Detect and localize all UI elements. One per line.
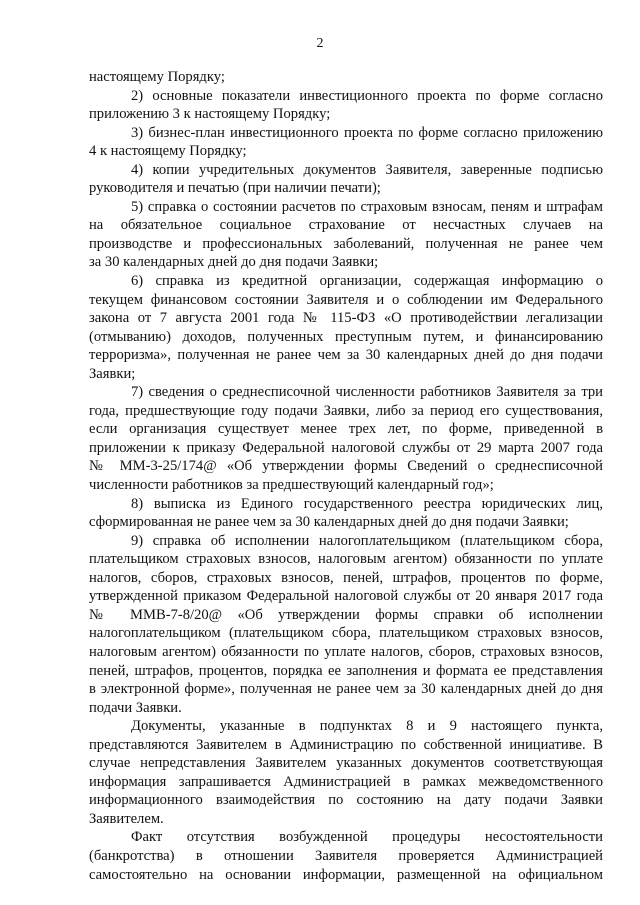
text-line: налогоплательщиком (плательщиком сбора, плательщиком страховых взносов,	[89, 625, 603, 642]
text-line: 2) основные показатели инвестиционного проекта по форме согласно	[131, 87, 603, 104]
text-line: приложению 3 к настоящему Порядку;	[89, 106, 331, 123]
text-line: 9) справка об исполнении налогоплательщиком (плательщиком сбора,	[131, 532, 603, 549]
text-line: 7) сведения о среднесписочной численности работников Заявителя за три	[131, 384, 603, 401]
text-line: представляются Заявителем в Администрацию по собственной инициативе. В	[89, 736, 603, 753]
text-line: 6) справка из кредитной организации, содержащая информацию о	[131, 273, 603, 290]
text-line: терроризма», полученная не ранее чем за 30 календарных дней до дня подачи	[89, 347, 603, 364]
text-line: информация запрашивается Администрацией в рамках межведомственного	[89, 773, 603, 790]
text-line: (банкротства) в отношении Заявителя проверяется Администрацией	[89, 847, 603, 864]
text-line: пеней, штрафов, процентов, порядка ее заполнения и формата ее представления	[89, 662, 603, 679]
text-line: в электронной форме», полученная не ранее чем за 30 календарных дней до дня	[89, 681, 603, 698]
text-line: 4) копии учредительных документов Заявителя, заверенные подписью	[131, 161, 603, 178]
text-line: Документы, указанные в подпунктах 8 и 9 настоящего пункта,	[131, 718, 603, 735]
page-number: 2	[316, 36, 324, 51]
text-line: сформированная не ранее чем за 30 календарных дней до дня подачи Заявки;	[89, 514, 569, 531]
text-line: информационного взаимодействия по состоянию на дату подачи Заявки	[89, 792, 603, 809]
text-line: подачи Заявки.	[89, 699, 182, 716]
text-line: производстве и профессиональных заболеваний, полученная не ранее чем	[89, 235, 603, 252]
text-line: налоговым агентом) обязанности по уплате налогов, сборов, страховых взносов,	[89, 643, 603, 660]
text-line: года, предшествующие году подачи Заявки, либо за период его существования,	[89, 402, 603, 419]
text-line: (отмыванию) доходов, полученных преступным путем, и финансированию	[89, 328, 603, 345]
text-line: 4 к настоящему Порядку;	[89, 143, 247, 160]
document-body	[89, 68, 603, 884]
text-line: № ММВ-7-8/20@ «Об утверждении формы справки об исполнении	[89, 606, 603, 623]
text-line: Заявки;	[89, 365, 136, 382]
text-line: № ММ-3-25/174@ «Об утверждении формы Сведений о среднесписочной	[89, 458, 603, 475]
text-line: если организация существует менее трех лет, по форме, приведенной в	[89, 421, 603, 438]
text-line: самостоятельно на основании информации, размещенной на официальном	[89, 866, 603, 883]
text-line: на обязательное социальное страхование от несчастных случаев на	[89, 217, 603, 234]
text-line: 3) бизнес-план инвестиционного проекта по форме согласно приложению	[131, 124, 603, 141]
text-line: закона от 7 августа 2001 года № 115-ФЗ «О противодействии легализации	[89, 310, 603, 327]
text-line: 8) выписка из Единого государственного реестра юридических лиц,	[131, 495, 603, 512]
text-line: утвержденной приказом Федеральной налоговой службы от 20 января 2017 года	[89, 588, 603, 605]
text-line: приложении к приказу Федеральной налоговой службы от 29 марта 2007 года	[89, 439, 603, 456]
text-line: текущем финансовом состоянии Заявителя и о соблюдении им Федерального	[89, 291, 603, 308]
text-line: случае непредставления Заявителем указанных документов соответствующая	[89, 755, 603, 772]
text-line: 5) справка о состоянии расчетов по страховым взносам, пеням и штрафам	[131, 198, 603, 215]
text-line: за 30 календарных дней до дня подачи Заявки;	[89, 254, 379, 271]
text-line: Факт отсутствия возбужденной процедуры несостоятельности	[131, 829, 603, 846]
text-line: Заявителем.	[89, 810, 164, 827]
text-line: настоящему Порядку;	[89, 69, 225, 85]
text-line: плательщиком страховых взносов, налоговым агентом) обязанности по уплате	[89, 551, 603, 568]
text-line: налогов, сборов, страховых взносов, пеней, штрафов, процентов по форме,	[89, 569, 603, 586]
text-line: руководителя и печатью (при наличии печати);	[89, 180, 381, 197]
text-line: численности работников за предшествующий календарный год»;	[89, 477, 494, 494]
